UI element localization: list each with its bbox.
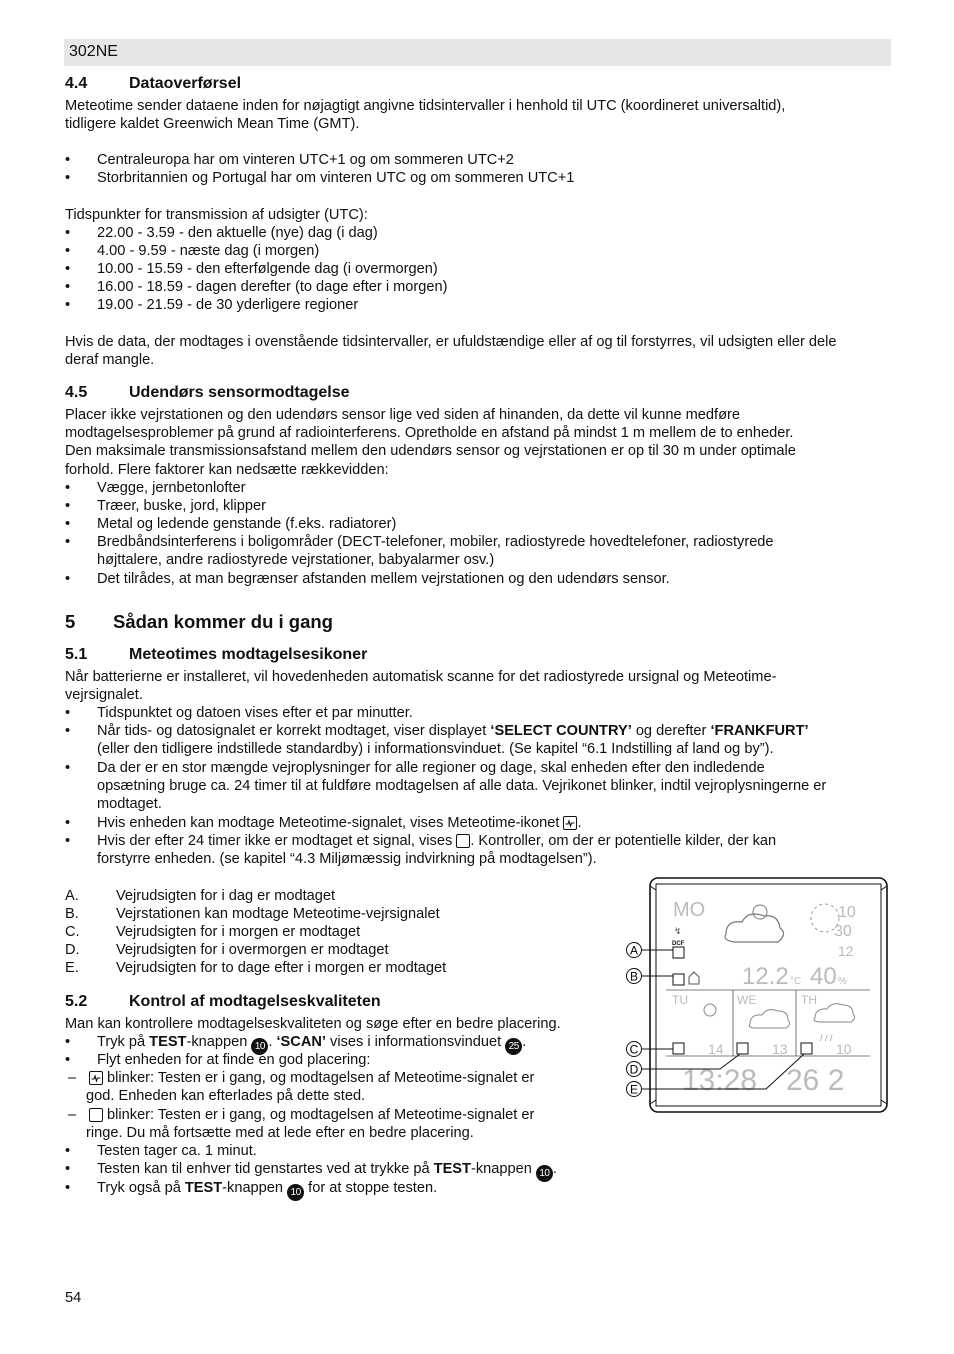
svg-text:D: D xyxy=(629,1062,639,1077)
paragraph: Man kan kontrollere modtagelseskvaliteten og søge efter en bedre placering. xyxy=(65,1016,561,1032)
svg-text:13: 13 xyxy=(772,1041,788,1057)
button-number-10: 10 xyxy=(536,1165,553,1182)
meteotime-signal-icon xyxy=(89,1071,103,1085)
chapter-5-heading: 5 Sådan kommer du i gang xyxy=(65,611,333,632)
button-number-10: 10 xyxy=(287,1184,304,1201)
svg-text:26 2: 26 2 xyxy=(786,1064,845,1097)
svg-text:TH: TH xyxy=(801,993,817,1007)
svg-text:A: A xyxy=(629,943,639,958)
page-header xyxy=(64,39,891,66)
svg-text:/ / /: / / / xyxy=(820,1033,833,1043)
lcd-day: MO xyxy=(673,899,706,921)
svg-text:E: E xyxy=(629,1082,639,1097)
button-number-10: 10 xyxy=(251,1038,268,1055)
svg-text:12: 12 xyxy=(838,943,854,959)
section-4-5-heading: 4.5 Udendørs sensormodtagelse xyxy=(65,384,350,401)
paragraph: Hvis de data, der modtages i ovenstående tidsintervaller, er ufuldstændige eller af og til forstyrres, vil udsigten eller dele deraf mangle. xyxy=(65,334,837,369)
svg-text:12.2: 12.2 xyxy=(742,963,789,990)
paragraph: Placer ikke vejrstationen og den udendørs sensor lige ved siden af hinanden, da dette vil kunne medføre modtagelsesproblemer på grund af radiointerferens. Opretholde en afstand på mindst 1 m mellem de to enheder. Den maksimale transmissionsafstand mellem den udendørs sensor og vejrstationen er op til 30 m under optimale forhold. Flere faktorer kan nedsætte rækkevidden: xyxy=(65,407,796,478)
svg-text:10: 10 xyxy=(836,1041,852,1057)
svg-text:10: 10 xyxy=(838,904,856,921)
svg-text:°C: °C xyxy=(790,976,802,987)
svg-text:B: B xyxy=(629,969,639,984)
no-signal-icon xyxy=(456,834,470,848)
svg-text:↯: ↯ xyxy=(674,926,682,936)
svg-text:14: 14 xyxy=(708,1041,724,1057)
svg-text:40: 40 xyxy=(810,963,837,990)
svg-text:%: % xyxy=(838,976,847,987)
display-number-25: 25 xyxy=(505,1038,522,1055)
svg-text:DCF: DCF xyxy=(672,941,685,947)
svg-text:TU: TU xyxy=(672,993,688,1007)
section-4-4-heading: 4.4 Dataoverførsel xyxy=(65,75,242,92)
section-5-1-heading: 5.1 Meteotimes modtagelsesikoner xyxy=(65,646,368,663)
section-5-2-heading: 5.2 Kontrol af modtagelseskvaliteten xyxy=(65,993,381,1010)
svg-text:13:28: 13:28 xyxy=(682,1064,758,1097)
page-number: 54 xyxy=(65,1290,82,1306)
paragraph: Meteotime sender dataene inden for nøjagtigt angivne tidsintervaller i henhold til UTC (koordineret universaltid), tidligere kaldet Greenwich Mean Time (GMT). xyxy=(65,98,786,133)
svg-text:30: 30 xyxy=(834,923,852,940)
paragraph: Tidspunkter for transmission af udsigter (UTC): xyxy=(65,207,368,223)
meteotime-signal-icon xyxy=(563,816,577,830)
lcd-display-diagram xyxy=(620,876,890,1121)
svg-text:WE: WE xyxy=(737,993,757,1007)
no-signal-icon xyxy=(89,1108,103,1122)
svg-text:C: C xyxy=(629,1042,639,1057)
paragraph: Når batterierne er installeret, vil hovedenheden automatisk scanne for det radiostyrede ursignal og Meteotime- vejrsignalet. xyxy=(65,669,777,704)
model-name: 302NE xyxy=(69,43,118,60)
